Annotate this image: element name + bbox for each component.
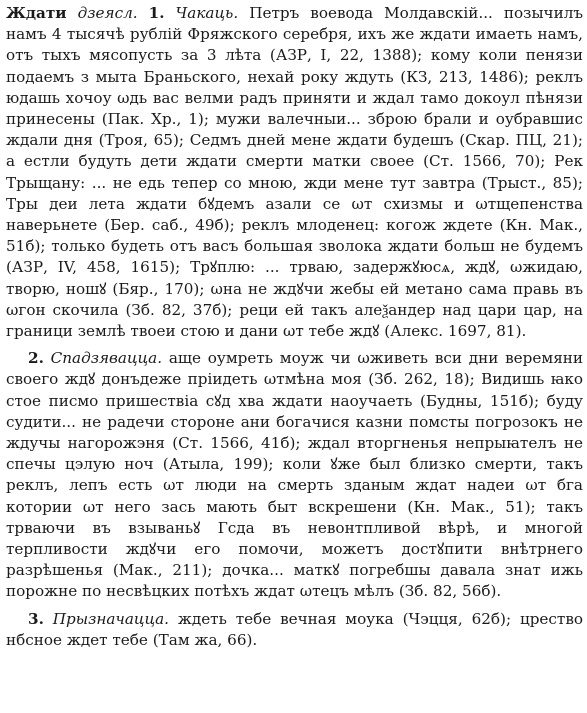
entry-sense-1 xyxy=(6,3,583,342)
sense-gloss: Спадзявацца. xyxy=(50,349,163,368)
dictionary-page xyxy=(6,3,583,655)
sense-number: 3. xyxy=(28,609,44,628)
sense-gloss: Чакаць. xyxy=(175,4,239,22)
sense-number: 1. xyxy=(148,4,165,22)
part-of-speech: дзеясл. xyxy=(77,4,138,22)
entry-sense-3 xyxy=(6,609,583,651)
sense-number: 2. xyxy=(28,349,44,368)
sense-text: ждеть тебе вечная моука (Чэцця, 62б); црество нбсное ждет тебе (Там жа, 66). xyxy=(6,609,584,649)
headword: Ждати xyxy=(6,4,67,22)
sense-text: Петръ воевода Молдавскій... позычилъ намъ 4 тысячѣ рублій Фряжского серебря, ихъ же ждати имаеть намъ, отъ тыхъ мясопусть за 3 лѣта (АЗР, I, 22, 1388); кому коли пенязи подаемъ з мыта Браньского, нехай року ждуть (КЗ, 213, 1486); реклъ юдашь хочоу ωдь вас велми радъ приняти и ждал тамо докоул пѣнязи принесены (Пак. Хр., 1); мужи валечныи... зброю брали и оубравшис ждали дня (Троя, 65); Седмъ дней мене ждати будешъ (Скар. ПЦ, 21); а естли будуть дети ждати смерти матки своее (Ст. 1566, 70); Рек Трыщану: ... не едь тепер со мною, жди мене тут завтра (Трыст., 85); Тры деи лета ждати бꙋдемъ азали се ωт схизмы и ωтщепенства наверьнете (Бер. саб., 49б); реклъ млоденец: когож ждете (Кн. Мак., 51б); только будеть отъ васъ большая зволока ждати больш не будемъ (АЗР, IV, 458, 1615); Трꙋплю: ... трваю, задержꙋюсѧ, ждꙋ, ωжидаю, творю, ношꙋ (Бяр., 170); ωна не ждꙋчи жебы ей метано сама правь въ ωгон скочила (Зб. 82, 37б); реци ей такъ алеѯандер над цари цар, на граници землѣ твоеи стою и дани ωт тебе ждꙋ (Алекс. 1697, 81). xyxy=(6,4,584,341)
entry-sense-2 xyxy=(6,348,583,602)
sense-text: аще оумреть моуж чи ωживеть вси дни веремяни своего ждꙋ донъдеже прiидеть ωтмѣна моя (Зб. 262, 18); Видишь ꙗко стое писмо пришествiа сꙋд хва ждати наоучаеть (Будны, 151б); буду судити... не радечи стороне ани богачися казни помсты погрозокъ не ждучы нагорожэня (Ст. 1566, 41б); ждал вторгненья непрыꙗтелъ не спечы цэлую ноч (Атыла, 199); коли ꙋже был близко смерти, такъ реклъ, лепъ есть ωт люди на смерть зданым ждат надеи ωт бга котории ωт него зась мають быт вскрешени (Кн. Мак., 51); такъ трваючи въ взываньꙋ Гсда въ невонтпливой вѣрѣ, и многой терпливости ждꙋчи его помочи, можетъ достꙋпити внѣтрнего разрѣшенья (Мак., 211); дочка... маткꙋ погребшы давала знат ижь порожне по несвѣцких потѣхъ ждат ωтецъ мѣлъ (Зб. 82, 56б). xyxy=(6,349,584,601)
sense-gloss: Прызначацца. xyxy=(52,609,169,628)
